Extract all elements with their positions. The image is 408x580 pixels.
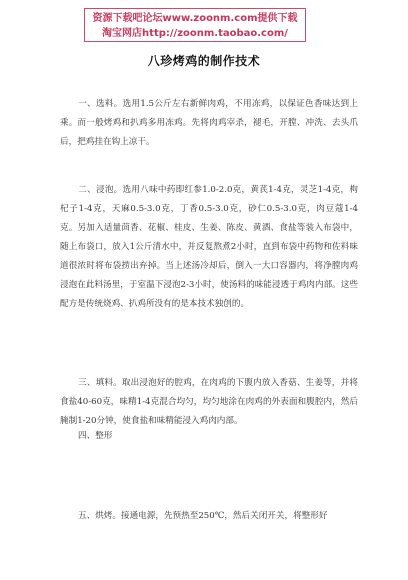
paragraph-text: 三、填料。取出浸泡好的腔鸡，在肉鸡的下腹内放入香菇、生姜等，并将食盐40-60克，味精1-4克混合均匀，均匀地涂在肉鸡的外表面和腹腔内，然后腌制1-20分钟，使食盐和味精能浸入鸡肉内部。: [60, 378, 358, 426]
paragraph-stuffing: [60, 374, 358, 431]
paragraph-shaping: 四、整形: [78, 431, 113, 441]
paragraph-selection: [60, 95, 358, 152]
paragraph-soaking: [60, 181, 358, 314]
download-banner: [84, 8, 306, 42]
banner-line-site: 资源下载吧论坛www.zoonm.com提供下载: [92, 13, 298, 24]
paragraph-text: 五、烘烤。接通电源，先预热至250℃，然后关闭开关，将整形好: [78, 511, 328, 521]
paragraph-text: 一、选料。选用1.5公斤左右新鲜肉鸡，不用冻鸡，以保证色香味达到上乘。而一般烤鸡和扒鸡多用冻鸡。先将肉鸡宰杀，褪毛，开膛、冲洗、去头爪后，把鸡挂在钩上凉干。: [60, 99, 358, 147]
paragraph-text: 二、浸泡。选用八味中药即红参1.0-2.0克，黄芪1-4克，灵芝1-4克，枸杞子1-4克，天麻0.5-3.0克，丁香0.5-3.0克，砂仁0.5-3.0克，肉豆蔻1-4克。另加入适量茴香、花椒、桂皮、生姜、陈皮、黄酒、食盐等装入布袋中，随上布袋口，放入1公斤清水中，并反复熬煮2小时，直到布袋中药物和佐料味道很浓时将布袋捞出弃掉。当上述汤冷却后，倒入一大口容器内，将净膛肉鸡浸泡在此料汤里，于室温下浸泡2-3小时，使汤料的味能浸透于鸡肉内部。这些配方是传统烧鸡、扒鸡所没有的是本技术独创的。: [60, 185, 358, 309]
document-title: 八珍烤鸡的制作技术: [147, 54, 261, 68]
paragraph-roasting: [60, 507, 358, 526]
banner-line-shop: 淘宝网店http://zoonm.taobao.com/: [102, 28, 288, 39]
